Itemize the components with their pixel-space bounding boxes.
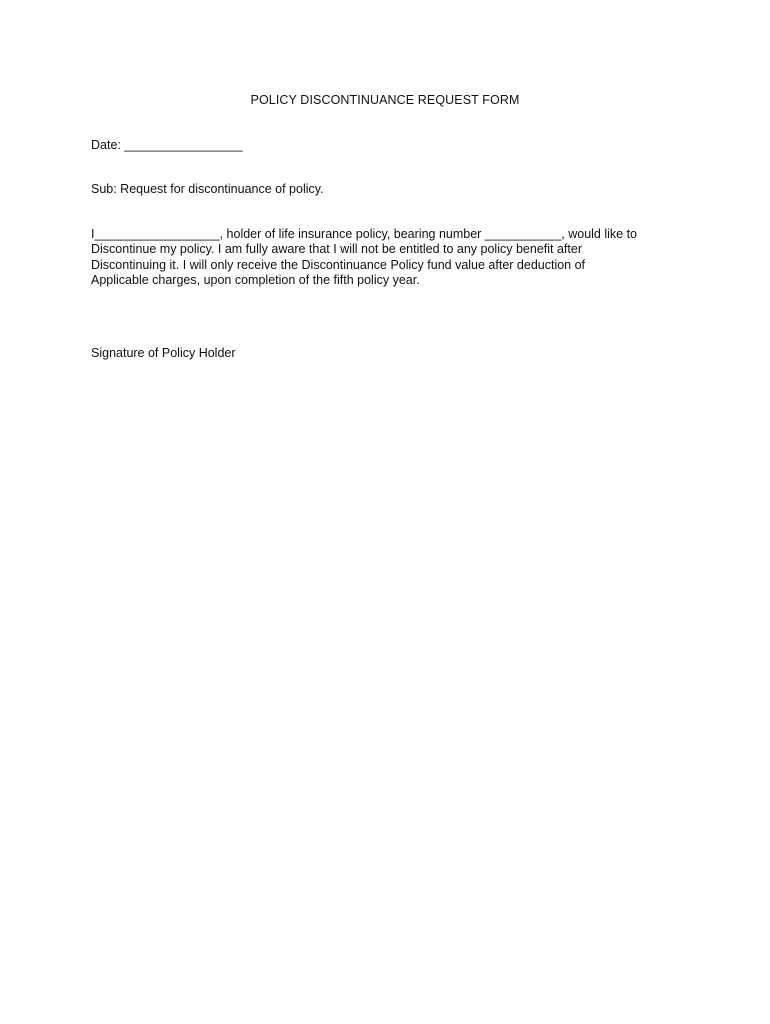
request-paragraph <box>91 227 691 288</box>
subject-line: Sub: Request for discontinuance of policy. <box>91 182 324 196</box>
form-title: POLICY DISCONTINUANCE REQUEST FORM <box>250 93 520 107</box>
signature-label: Signature of Policy Holder <box>91 346 236 360</box>
paragraph-line: Discontinue my policy. I am fully aware that I will not be entitled to any policy benefit after <box>91 242 582 257</box>
paragraph-line: Applicable charges, upon completion of the fifth policy year. <box>91 272 420 287</box>
paragraph-line: Discontinuing it. I will only receive the Discontinuance Policy fund value after deduction of <box>91 257 586 272</box>
paragraph-line: I__________________, holder of life insurance policy, bearing number ___________, would like to <box>91 227 638 241</box>
date-field-line: Date: _________________ <box>91 138 243 152</box>
